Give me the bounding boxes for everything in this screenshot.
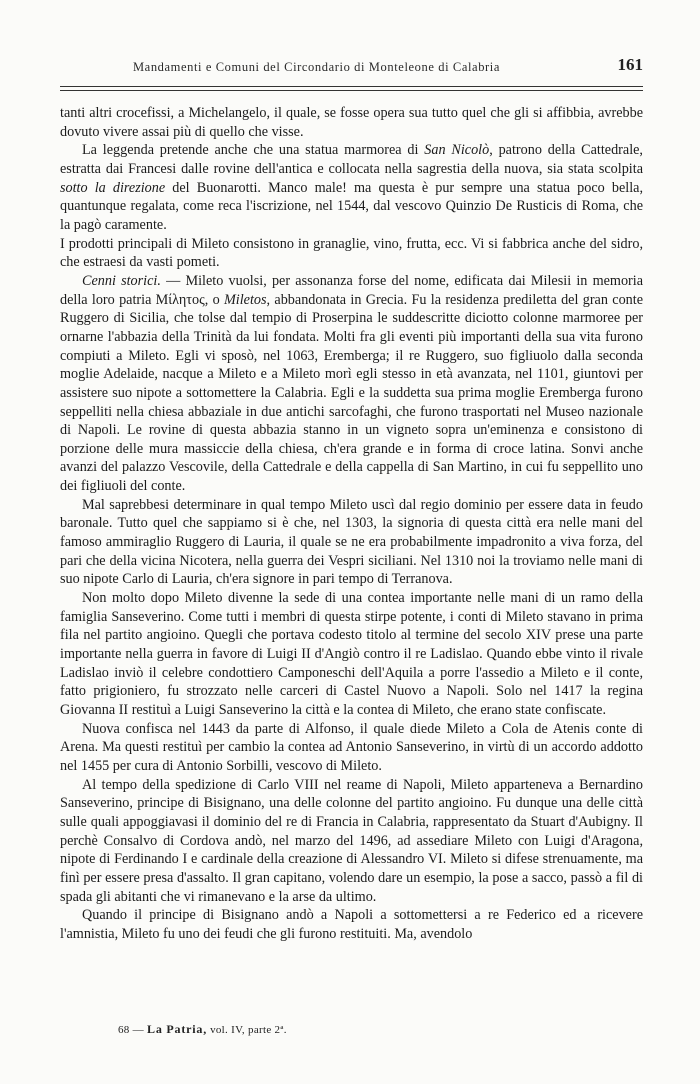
- footer-sheet-mark: 68 —: [118, 1024, 144, 1036]
- text-run: Mal saprebbesi determinare in qual tempo Mileto uscì dal regio dominio per essere data in feudo baronale. Tutto quel che sappiamo si è che, nel 1303, la signoria di questa città era nelle mani del famoso ammiraglio Ruggero di Lauria, il quale se ne era probabilmente impadronito a viva forza, del pari che della vicina Nicotera, nella guerra dei Vespri siciliani. Nel 1310 noi la troviamo nelle mani di suo nipote Carlo di Lauria, ch'era signore in pari tempo di Terranova.: [60, 496, 643, 588]
- paragraph: [60, 589, 643, 720]
- paragraph: [60, 776, 643, 907]
- text-run: Nuova confisca nel 1443 da parte di Alfonso, il quale diede Mileto a Cola de Atenis conte di Arena. Ma questi restituì per cambio la contea ad Antonio Sanseverino, in virtù di un accordo addotto nel 1455 per cura di Antonio Sorbilli, vescovo di Mileto.: [60, 720, 643, 774]
- italic-text: sotto la direzione: [60, 179, 166, 196]
- text-run: I prodotti principali di Mileto consistono in granaglie, vino, frutta, ecc. Vi si fabbrica anche del sidro, che estraesi da vasti pometi.: [60, 235, 643, 271]
- footer-journal-title: La Patria,: [147, 1022, 208, 1036]
- text-run: Quando il principe di Bisignano andò a Napoli a sottomettersi a re Federico ed a ricevere l'amnistia, Mileto fu uno dei feudi che gli furono restituiti. Ma, avendolo: [60, 907, 643, 942]
- paragraph: [60, 141, 643, 234]
- italic-text: Miletos: [223, 291, 267, 308]
- text-run: La leggenda pretende anche che una statua marmorea di: [82, 142, 425, 159]
- paragraph: [60, 496, 643, 589]
- text-run: del Buonarotti. Manco male! ma questa è pur sempre una statua poco bella, quantunque regalata, come reca l'iscrizione, nel 1544, dal vescovo Quinzio De Rusticis di Roma, che la pagò caramente.: [60, 179, 643, 233]
- page-header: [60, 55, 643, 85]
- text-run: , patrono della Cattedrale, estratta dai Francesi dalle rovine dell'antica e collocata nella sagrestia della nuova, sia stata scolpita: [60, 142, 643, 177]
- paragraph: [60, 906, 643, 943]
- paragraph: [60, 720, 643, 776]
- text-run: Al tempo della spedizione di Carlo VIII nel reame di Napoli, Mileto apparteneva a Bernardino Sanseverino, principe di Bisignano, una delle colonne del partito angioino. Fu dunque una delle città sulle quali appoggiavasi il dominio del re di Francia in Calabria, rappresentato da Stuart d'Aubigny. Il perchè Consalvo di Cordova andò, nel marzo del 1496, ad assediare Mileto con Luigi d'Aragona, nipote di Ferdinando I e cardinale della creazione di Alessandro VI. Mileto si difese strenuamente, ma finì per essere presa d'assalto. Il gran capitano, volendo dare un esempio, la pose a sacco, passò a fil di spada gli abitanti che vi rimanevano e la arse da ultimo.: [60, 776, 643, 905]
- text-run: Non molto dopo Mileto divenne la sede di una contea importante nelle mani di un ramo della famiglia Sanseverino. Come tutti i membri di questa stirpe potente, i conti di Mileto stavano in prima fila nel partito angioino. Quegli che portava codesto titolo al termine del secolo XIV prese una parte importante nella guerra in favore di Luigi II d'Angiò contro il re Ladislao. Quando ebbe vinto il rivale Ladislao inviò il celebre condottiero Camponeschi dell'Aquila a porre l'assedio a Mileto e il conte, fatto prigioniero, fu strozzato nelle carceri di Castel Nuovo a Napoli. Solo nel 1417 la regina Giovanna II restituì a Luigi Sanseverino la città e la contea di Mileto, che erano state confiscate.: [60, 590, 643, 718]
- paragraph: [60, 272, 643, 496]
- text-run: , abbandonata in Grecia. Fu la residenza prediletta del gran conte Ruggero di Sicilia, che tolse dal tempio di Proserpina le suddescritte diciotto colonne marmoree per ornarne l'abbazia della Trinità da lui fondata. Molti fra gli eventi più importanti della sua vita furono compiuti a Mileto. Egli vi sposò, nel 1063, Eremberga; il re Ruggero, suo figliuolo dalla seconda moglie Adelaide, nacque a Mileto e a Mileto morì egli stesso in età avanzata, nel 1101, giuntovi per assistere suo nipote a sottomettere la Calabria. Egli e la suddetta sua prima moglie Eremberga furono seppelliti nella chiesa abbaziale in due antichi sarcofaghi, che furono trasportati nel Museo nazionale di Napoli. Le rovine di questa abbazia stanno in un vigneto sopra un'eminenza e consistono di porzione delle mura massiccie della chiesa, ch'era grande e in forma di croce latina. Sonvi anche avanzi del palazzo Vescovile, della Cattedrale e della cappella di San Martino, in cui fu seppellito uno dei figliuoli del conte.: [60, 291, 643, 495]
- body-text: [60, 104, 643, 944]
- text-run: — Mileto vuolsi, per assonanza forse del nome, edificata dai Milesii in memoria della loro patria Μίλητος, o: [60, 272, 643, 308]
- header-rule-top: [60, 86, 643, 87]
- paragraph: [60, 104, 643, 141]
- italic-text: Cenni storici.: [82, 272, 161, 289]
- text-run: tanti altri crocefissi, a Michelangelo, il quale, se fosse opera sua tutto quel che gli si affibbia, avrebbe dovuto vivere assai più di quello che visse.: [60, 105, 643, 140]
- header-rule-bottom: [60, 90, 643, 91]
- paragraph: [60, 235, 643, 272]
- footer-volume: vol. IV, parte 2ª.: [210, 1024, 287, 1036]
- page-number: 161: [617, 55, 643, 74]
- italic-text: San Nicolò: [424, 142, 490, 159]
- page-footer: [118, 1022, 287, 1037]
- running-title: Mandamenti e Comuni del Circondario di Monteleone di Calabria: [132, 60, 501, 74]
